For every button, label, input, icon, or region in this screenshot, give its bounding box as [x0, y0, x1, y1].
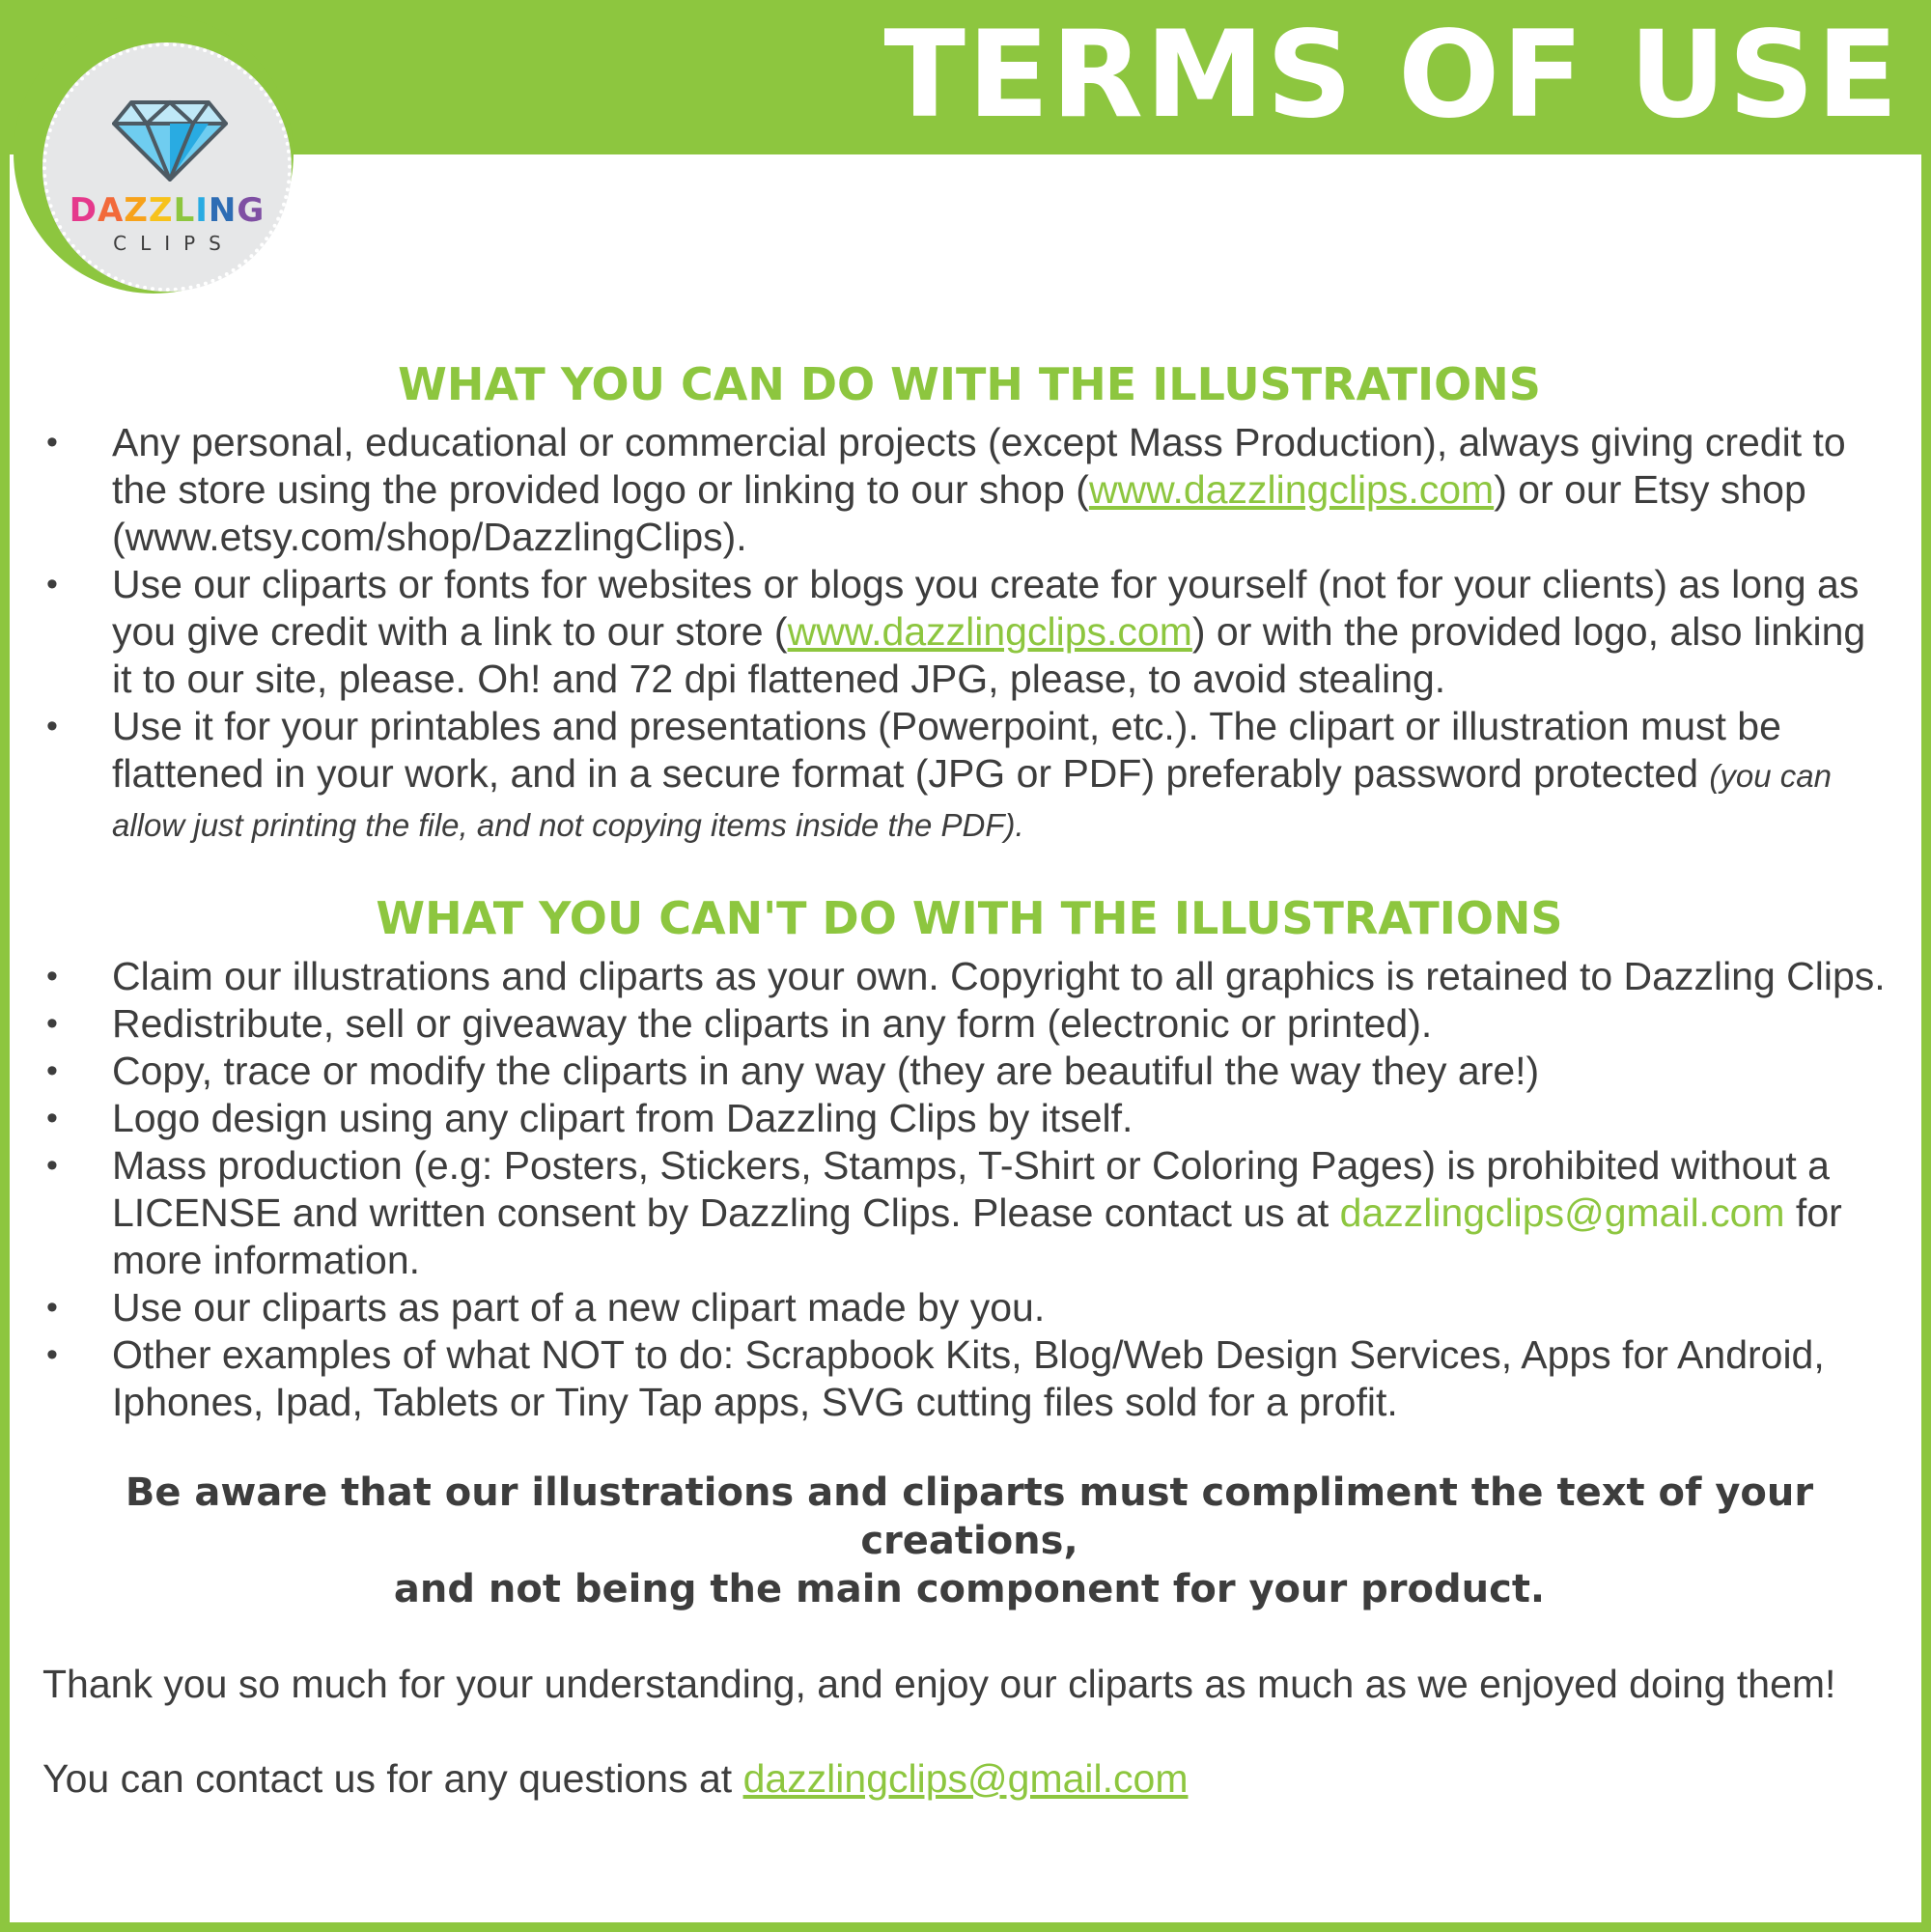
- aware-notice: Be aware that our illustrations and cliparts must compliment the text of your creations, and not being the main component for your product.: [125, 1470, 1814, 1611]
- logo: [14, 14, 294, 294]
- page-title: TERMS OF USE: [883, 6, 1900, 145]
- email-link[interactable]: dazzlingclips@gmail.com: [1339, 1190, 1785, 1235]
- store-link[interactable]: www.dazzlingclips.com: [1088, 467, 1495, 512]
- cant-list: [42, 953, 1896, 1426]
- terms-content: [42, 357, 1896, 1803]
- contact-email-link[interactable]: dazzlingclips@gmail.com: [742, 1756, 1189, 1801]
- pdf-note: (you can allow just printing the file, and not copying items inside the PDF).: [112, 758, 1832, 843]
- can-list: [42, 419, 1896, 849]
- diamond-icon: [112, 98, 228, 182]
- list-item: • Other examples of what NOT to do: Scrapbook Kits, Blog/Web Design Services, Apps for Android, Iphones, Ipad, Tablets or Tiny Tap apps, SVG cutting files sold for a profit.: [42, 1331, 1896, 1426]
- list-item: • Use it for your printables and presentations (Powerpoint, etc.). The clipart or illustration must be flattened in your work, and in a secure format (JPG or PDF) preferably password protected (you can allow just printing the file, and not copying items inside the PDF).: [42, 703, 1896, 849]
- logo-subtitle: CLIPS: [113, 232, 235, 255]
- list-item: • Mass production (e.g: Posters, Stickers, Stamps, T-Shirt or Coloring Pages) is prohibited without a LICENSE and written consent by Dazzling Clips. Please contact us at dazzlingclips@gmail.com for more information.: [42, 1142, 1896, 1284]
- cant-section-title: WHAT YOU CAN'T DO WITH THE ILLUSTRATIONS: [376, 892, 1563, 944]
- list-item: • Claim our illustrations and cliparts as your own. Copyright to all graphics is retained to Dazzling Clips.: [42, 953, 1896, 1000]
- list-item: • Use our cliparts as part of a new clipart made by you.: [42, 1284, 1896, 1331]
- list-item: • Redistribute, sell or giveaway the cliparts in any form (electronic or printed).: [42, 1000, 1896, 1048]
- list-item: • Copy, trace or modify the cliparts in any way (they are beautiful the way they are!): [42, 1048, 1896, 1095]
- contact-text: You can contact us for any questions at dazzlingclips@gmail.com: [42, 1756, 1189, 1801]
- logo-badge: [42, 42, 292, 292]
- logo-wordmark: DAZZLING: [69, 191, 266, 230]
- can-section-title: WHAT YOU CAN DO WITH THE ILLUSTRATIONS: [398, 358, 1541, 410]
- thanks-text: Thank you so much for your understanding, and enjoy our cliparts as much as we enjoyed doing them!: [42, 1662, 1836, 1706]
- list-item: • Use our cliparts or fonts for websites or blogs you create for yourself (not for your clients) as long as you give credit with a link to our store (www.dazzlingclips.com) or with the provided logo, also linking it to our site, please. Oh! and 72 dpi flattened JPG, please, to avoid stealing.: [42, 561, 1896, 703]
- list-item: • Any personal, educational or commercial projects (except Mass Production), always giving credit to the store using the provided logo or linking to our shop (www.dazzlingclips.com) or our Etsy shop (www.etsy.com/shop/DazzlingClips).: [42, 419, 1896, 561]
- list-item: • Logo design using any clipart from Dazzling Clips by itself.: [42, 1095, 1896, 1142]
- store-link[interactable]: www.dazzlingclips.com: [787, 609, 1192, 654]
